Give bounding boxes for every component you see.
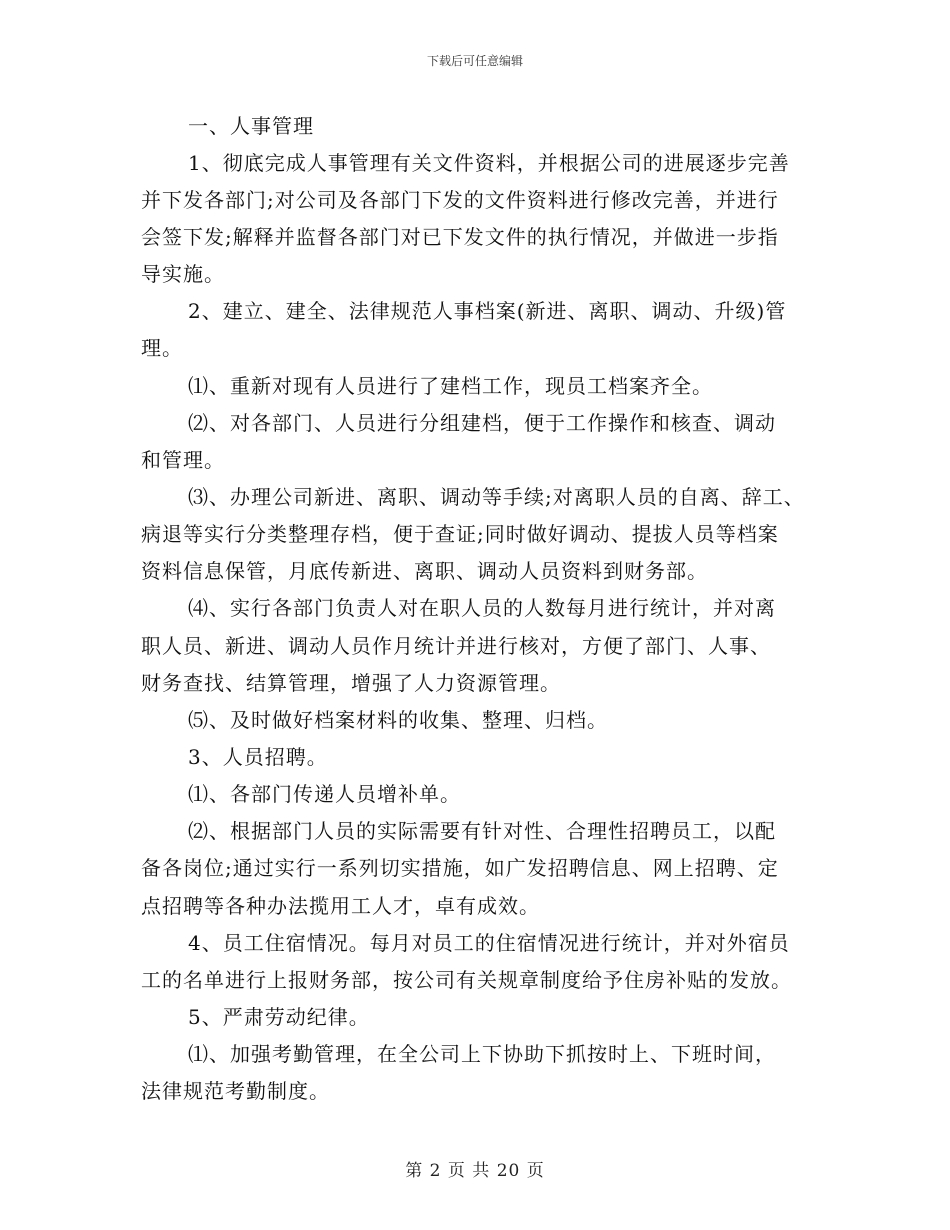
- paragraph-line: 备各岗位;通过实行一系列切实措施，如广发招聘信息、网上招聘、定: [141, 856, 779, 880]
- paragraph-line: ⑴、重新对现有人员进行了建档工作，现员工档案齐全。: [188, 374, 713, 398]
- paragraph-line: 资料信息保管，月底传新进、离职、调动人员资料到财务部。: [141, 559, 708, 583]
- page-number: 第 2 页 共 20 页: [405, 1161, 545, 1181]
- paragraph-line: 4、员工住宿情况。每月对员工的住宿情况进行统计，并对外宿员: [188, 931, 790, 955]
- paragraph-line: ⑸、及时做好档案材料的收集、整理、归档。: [188, 708, 608, 732]
- paragraph-line: ⑶、办理公司新进、离职、调动等手续;对离职人员的自离、辞工、: [188, 485, 805, 509]
- paragraph-line: ⑵、根据部门人员的实际需要有针对性、合理性招聘员工，以配: [188, 819, 776, 843]
- paragraph-line: 和管理。: [141, 448, 225, 472]
- section-heading: 一、人事管理: [188, 114, 314, 138]
- paragraph-line: 3、人员招聘。: [188, 745, 328, 769]
- paragraph-line: 2、建立、建全、法律规范人事档案(新进、离职、调动、升级)管: [188, 299, 787, 323]
- paragraph-line: 职人员、新进、调动人员作月统计并进行核对，方便了部门、人事、: [141, 634, 771, 658]
- paragraph-line: 理。: [141, 336, 183, 360]
- paragraph-line: 工的名单进行上报财务部，按公司有关规章制度给予住房补贴的发放。: [141, 968, 792, 992]
- paragraph-line: ⑴、各部门传递人员增补单。: [188, 782, 461, 806]
- paragraph-line: 导实施。: [141, 262, 225, 286]
- paragraph-line: 1、彻底完成人事管理有关文件资料，并根据公司的进展逐步完善: [188, 151, 790, 175]
- paragraph-line: 点招聘等各种办法揽用工人才，卓有成效。: [141, 894, 540, 918]
- page-header: 下载后可任意编辑: [426, 54, 523, 68]
- paragraph-line: ⑴、加强考勤管理，在全公司上下协助下抓按时上、下班时间，: [188, 1042, 776, 1066]
- paragraph-line: 法律规范考勤制度。: [141, 1079, 330, 1103]
- paragraph-line: 会签下发;解释并监督各部门对已下发文件的执行情况，并做进一步指: [141, 225, 779, 249]
- paragraph-line: ⑵、对各部门、人员进行分组建档，便于工作操作和核查、调动: [188, 411, 776, 435]
- paragraph-line: 病退等实行分类整理存档，便于查证;同时做好调动、提拔人员等档案: [141, 522, 779, 546]
- paragraph-line: ⑷、实行各部门负责人对在职人员的人数每月进行统计，并对离: [188, 596, 776, 620]
- paragraph-line: 5、严肃劳动纪律。: [188, 1005, 370, 1029]
- paragraph-line: 并下发各部门;对公司及各部门下发的文件资料进行修改完善，并进行: [141, 188, 779, 212]
- paragraph-line: 财务查找、结算管理，增强了人力资源管理。: [141, 671, 561, 695]
